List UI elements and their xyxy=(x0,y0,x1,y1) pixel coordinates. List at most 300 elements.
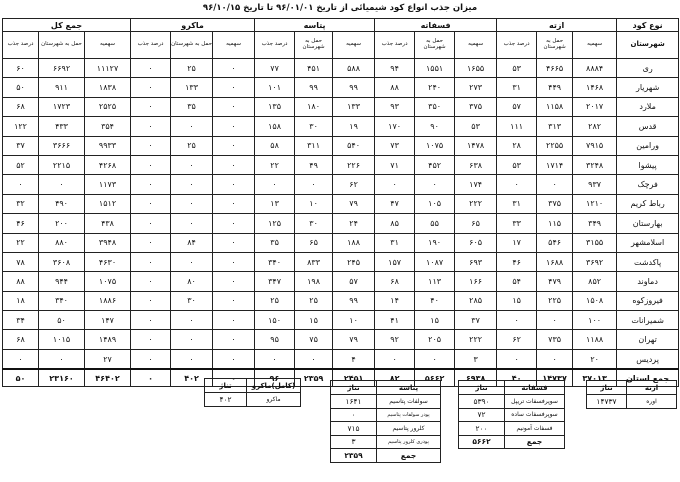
cell-value: ۵۳ xyxy=(497,59,537,78)
cell-value: ۱۸۰ xyxy=(295,97,333,116)
cell-value: ۳۰ xyxy=(295,214,333,233)
cell-value: ۹۳ xyxy=(375,97,415,116)
cell-value: ۱۰۷۵ xyxy=(85,272,131,291)
cell-value: ۰ xyxy=(213,78,255,97)
cell-value: ۶۲ xyxy=(497,330,537,349)
cell-value: ۱۰۱۵ xyxy=(39,330,85,349)
cell-value: ۲۲۲ xyxy=(455,194,497,213)
cell-value: ۸۴ xyxy=(171,233,213,252)
cell-value: ۱۸ xyxy=(3,291,39,310)
cell-value: ۰ xyxy=(131,59,171,78)
total-value: ۲۳۱۶۰ xyxy=(39,369,85,387)
cell-value: ۲۵ xyxy=(295,291,333,310)
cell-value: ۰ xyxy=(537,311,573,330)
cell-value: ۱۷۴ xyxy=(455,175,497,194)
cell-value: ۳۶۶۶ xyxy=(39,136,85,155)
cell-value: ۰ xyxy=(131,78,171,97)
cell-value: ۱۴۸۹ xyxy=(85,330,131,349)
cell-value: ۱۷ xyxy=(497,233,537,252)
total-value: ۹۶ xyxy=(255,369,295,387)
cell-value: ۰ xyxy=(131,272,171,291)
cell-value: ۱۷۲۳ xyxy=(39,97,85,116)
cell-value: ۰ xyxy=(497,311,537,330)
cell-value: ۵۵ xyxy=(415,214,455,233)
cell-value: ۴۹ xyxy=(295,155,333,174)
table-row xyxy=(3,97,679,116)
cell-value: ۶۵ xyxy=(455,214,497,233)
cell-value: ۰ xyxy=(131,214,171,233)
cell-value: ۹۹۳۳ xyxy=(85,136,131,155)
sub-header: سهمیه xyxy=(573,32,617,59)
cell-value: ۰ xyxy=(3,175,39,194)
cell-value: ۷۹ xyxy=(333,194,375,213)
total-value: ۴۰۲ xyxy=(171,369,213,387)
cell-value: ۱۵۸ xyxy=(255,117,295,136)
cell-value: ۱۳۳ xyxy=(171,78,213,97)
cell-value: ۱۵۰ xyxy=(255,311,295,330)
cell-value: ۰ xyxy=(3,349,39,369)
cell-value: ۳۹۴۸ xyxy=(85,233,131,252)
table-row xyxy=(3,194,679,213)
fertilizer-table xyxy=(2,18,679,387)
cell-value: ۷۸ xyxy=(3,252,39,271)
summary-value: ۴۰۲ xyxy=(205,393,247,407)
cell-value: ۱۱۸۸ xyxy=(573,330,617,349)
cell-value: ۶۰۵ xyxy=(455,233,497,252)
cell-value: ۳۵۴ xyxy=(85,117,131,136)
cell-value: ۲۴۵ xyxy=(333,252,375,271)
cell-value: ۰ xyxy=(39,175,85,194)
cell-value: ۴۷۹ xyxy=(537,272,573,291)
cell-value: ۰ xyxy=(497,175,537,194)
cell-value: ۵۰ xyxy=(3,78,39,97)
cell-value: ۱۷۰ xyxy=(375,117,415,136)
cell-value: ۰ xyxy=(213,349,255,369)
total-label: جمع استان xyxy=(617,369,679,387)
cell-value: ۳۱ xyxy=(375,233,415,252)
cell-value: ۰ xyxy=(213,252,255,271)
cell-value: ۵۷ xyxy=(333,272,375,291)
sub-header: درصد جذب xyxy=(131,32,171,59)
cell-value: ۰ xyxy=(213,233,255,252)
cell-value: ۰ xyxy=(213,272,255,291)
potash-summary xyxy=(330,380,441,463)
cell-value: ۷۳ xyxy=(375,136,415,155)
cell-value: ۳۱ xyxy=(497,194,537,213)
total-value: ۴۰ xyxy=(497,369,537,387)
total-value: ۸۲ xyxy=(375,369,415,387)
group-header: جمع کل xyxy=(3,19,131,32)
cell-value: ۰ xyxy=(171,194,213,213)
sub-header: حمل به شهرستان xyxy=(295,32,333,59)
cell-value: ۲۵ xyxy=(171,136,213,155)
sub-header: حمل به شهرستان xyxy=(415,32,455,59)
cell-value: ۰ xyxy=(213,136,255,155)
sub-header: حمل به شهرستان xyxy=(39,32,85,59)
table-row xyxy=(3,59,679,78)
cell-value: ۷۵ xyxy=(295,330,333,349)
cell-value: ۰ xyxy=(171,117,213,136)
table-row xyxy=(3,233,679,252)
cell-value: ۳۴۷ xyxy=(255,272,295,291)
sub-header: درصد جذب xyxy=(375,32,415,59)
cell-value: ۱۰۰ xyxy=(573,311,617,330)
table-row xyxy=(3,155,679,174)
phosphate-summary xyxy=(458,380,565,449)
cell-value: ۰ xyxy=(213,311,255,330)
cell-value: ۰ xyxy=(213,214,255,233)
summary-label: کلرور پتاسیم xyxy=(377,422,441,436)
cell-value: ۰ xyxy=(255,349,295,369)
county-name: پردیس xyxy=(617,349,679,369)
cell-value: ۳۷ xyxy=(3,136,39,155)
cell-value: ۰ xyxy=(375,175,415,194)
cell-value: ۸۳۳ xyxy=(295,252,333,271)
summary-value: ۰ xyxy=(331,408,377,422)
cell-value: ۳۴۹ xyxy=(573,214,617,233)
cell-value: ۱۶۵۵ xyxy=(455,59,497,78)
cell-value: ۴۶۶۵ xyxy=(537,59,573,78)
cell-value: ۳۴۰ xyxy=(255,252,295,271)
cell-value: ۱۱۳ xyxy=(415,272,455,291)
cell-value: ۳۱۱ xyxy=(295,136,333,155)
summary-value: ۱۶۴۱ xyxy=(331,395,377,409)
summary-label: سوپرفسفات ساده xyxy=(505,408,565,422)
cell-value: ۴۴۹ xyxy=(537,78,573,97)
cell-value: ۲۵۲۵ xyxy=(85,97,131,116)
table-row xyxy=(3,78,679,97)
cell-value: ۱۵۱۲ xyxy=(85,194,131,213)
cell-value: ۱۷۱۴ xyxy=(537,155,573,174)
county-name: ملارد xyxy=(617,97,679,116)
cell-value: ۵۳ xyxy=(497,155,537,174)
cell-value: ۸۰ xyxy=(171,272,213,291)
cell-value: ۵۸۸ xyxy=(333,59,375,78)
cell-value: ۴۱ xyxy=(375,311,415,330)
cell-value: ۵۳ xyxy=(455,117,497,136)
phosphate-tonnage-header: تناژ xyxy=(459,381,505,395)
macro-type-header: (کامل)ماکرو xyxy=(247,379,301,393)
cell-value: ۰ xyxy=(537,175,573,194)
sub-header: سهمیه xyxy=(455,32,497,59)
macro-summary xyxy=(204,378,301,407)
cell-value: ۰ xyxy=(171,252,213,271)
cell-value: ۳۲ xyxy=(3,194,39,213)
total-value: ۰ xyxy=(131,369,171,387)
cell-value: ۲۷۳ xyxy=(455,78,497,97)
cell-value: ۳۰ xyxy=(295,117,333,136)
cell-value: ۹۳۷ xyxy=(573,175,617,194)
cell-value: ۲۰۰ xyxy=(39,214,85,233)
county-name: فرچک xyxy=(617,175,679,194)
cell-value: ۰ xyxy=(171,175,213,194)
cell-value: ۶۲ xyxy=(333,175,375,194)
cell-value: ۱۸۸ xyxy=(333,233,375,252)
phosphate-type-header: فسفاته xyxy=(505,381,565,395)
table-row xyxy=(3,214,679,233)
cell-value: ۰ xyxy=(213,291,255,310)
cell-value: ۸۸۸۴ xyxy=(573,59,617,78)
cell-value: ۰ xyxy=(375,349,415,369)
cell-value: ۰ xyxy=(255,175,295,194)
cell-value: ۲۲۲ xyxy=(455,330,497,349)
cell-value: ۱۱۱۲۷ xyxy=(85,59,131,78)
cell-value: ۲۸۵ xyxy=(455,291,497,310)
county-header: شهرستان xyxy=(617,32,679,59)
group-header: ماکرو xyxy=(131,19,255,32)
cell-value: ۲۵ xyxy=(255,291,295,310)
summary-value: ۳ xyxy=(331,435,377,449)
sub-header: سهمیه xyxy=(85,32,131,59)
cell-value: ۱۳ xyxy=(255,194,295,213)
cell-value: ۲۲ xyxy=(255,155,295,174)
summary-label: جمع xyxy=(505,435,565,449)
cell-value: ۰ xyxy=(131,194,171,213)
cell-value: ۲۲۶ xyxy=(333,155,375,174)
cell-value: ۱۹۸ xyxy=(295,272,333,291)
cell-value: ۲۲۵۵ xyxy=(537,136,573,155)
group-header: فسفاته xyxy=(375,19,497,32)
cell-value: ۶۸ xyxy=(3,330,39,349)
cell-value: ۴ xyxy=(333,349,375,369)
cell-value: ۲۲ xyxy=(3,233,39,252)
cell-value: ۷۷ xyxy=(255,59,295,78)
cell-value: ۷۳۵ xyxy=(537,330,573,349)
county-name: اسلامشهر xyxy=(617,233,679,252)
cell-value: ۶۸ xyxy=(375,272,415,291)
cell-value: ۰ xyxy=(295,175,333,194)
total-value: ۰ xyxy=(213,369,255,387)
cell-value: ۰ xyxy=(131,311,171,330)
cell-value: ۰ xyxy=(131,349,171,369)
total-value: ۳۷۰۱۳ xyxy=(573,369,617,387)
table-row xyxy=(3,330,679,349)
cell-value: ۱۵۵۱ xyxy=(415,59,455,78)
cell-value: ۹۱۱ xyxy=(39,78,85,97)
cell-value: ۶۵ xyxy=(295,233,333,252)
cell-value: ۱۵ xyxy=(497,291,537,310)
sub-header: حمل به شهرستان xyxy=(537,32,573,59)
cell-value: ۱۱۵ xyxy=(537,214,573,233)
total-value: ۴۶۴۰۲ xyxy=(85,369,131,387)
cell-value: ۳۷ xyxy=(455,311,497,330)
cell-value: ۱۴۷ xyxy=(85,311,131,330)
summary-label: اوره xyxy=(627,395,677,409)
summary-label: جمع xyxy=(377,449,441,463)
potash-tonnage-header: تناژ xyxy=(331,381,377,395)
county-name: پاکدشت xyxy=(617,252,679,271)
county-name: شمیرانات xyxy=(617,311,679,330)
sub-header: حمل به شهرستان xyxy=(171,32,213,59)
cell-value: ۸۸ xyxy=(375,78,415,97)
sub-header: درصد جذب xyxy=(3,32,39,59)
cell-value: ۵۷ xyxy=(497,97,537,116)
cell-value: ۰ xyxy=(213,194,255,213)
cell-value: ۳۰ xyxy=(171,291,213,310)
cell-value: ۱۱۷۳ xyxy=(85,175,131,194)
cell-value: ۷۹ xyxy=(333,330,375,349)
county-name: رباط کریم xyxy=(617,194,679,213)
cell-value: ۱۰۷۵ xyxy=(415,136,455,155)
cell-value: ۴۷ xyxy=(375,194,415,213)
cell-value: ۹۹ xyxy=(295,78,333,97)
cell-value: ۳۱۳ xyxy=(537,117,573,136)
county-name: فیروزکوه xyxy=(617,291,679,310)
cell-value: ۴۳۸ xyxy=(85,214,131,233)
cell-value: ۰ xyxy=(213,97,255,116)
cell-value: ۳۵ xyxy=(171,97,213,116)
total-value: ۵۰ xyxy=(3,369,39,387)
cell-value: ۲۰۵ xyxy=(415,330,455,349)
cell-value: ۱۲۵ xyxy=(255,214,295,233)
total-value: ۵۶۶۲ xyxy=(415,369,455,387)
cell-value: ۳۴ xyxy=(3,311,39,330)
cell-value: ۴۹۰ xyxy=(39,194,85,213)
cell-value: ۵۴۶ xyxy=(537,233,573,252)
cell-value: ۱۹ xyxy=(333,117,375,136)
cell-value: ۴۵۲ xyxy=(415,155,455,174)
summary-value: ۷۲ xyxy=(459,408,505,422)
cell-value: ۰ xyxy=(131,136,171,155)
cell-value: ۰ xyxy=(131,175,171,194)
cell-value: ۳۱ xyxy=(497,78,537,97)
cell-value: ۳۶۹۲ xyxy=(573,252,617,271)
summary-value: ۵۳۹۰ xyxy=(459,395,505,409)
summary-value: ۲۰۰ xyxy=(459,422,505,436)
cell-value: ۱۰۸۷ xyxy=(415,252,455,271)
cell-value: ۳۵ xyxy=(255,233,295,252)
cell-value: ۸۵۲ xyxy=(573,272,617,291)
cell-value: ۱۰ xyxy=(333,311,375,330)
table-row xyxy=(3,252,679,271)
cell-value: ۱۱۱ xyxy=(497,117,537,136)
cell-value: ۱۵۰۸ xyxy=(573,291,617,310)
cell-value: ۲۷ xyxy=(85,349,131,369)
county-name: بهارستان xyxy=(617,214,679,233)
cell-value: ۳ xyxy=(455,349,497,369)
cell-value: ۰ xyxy=(497,349,537,369)
cell-value: ۱۸۸۶ xyxy=(85,291,131,310)
table-row xyxy=(3,272,679,291)
cell-value: ۴۵۱ xyxy=(295,59,333,78)
total-value: ۱۴۷۳۷ xyxy=(537,369,573,387)
cell-value: ۲۸۲ xyxy=(573,117,617,136)
cell-value: ۱۹۰ xyxy=(415,233,455,252)
cell-value: ۴۶۳۰ xyxy=(85,252,131,271)
cell-value: ۷۱ xyxy=(375,155,415,174)
county-name: ری xyxy=(617,59,679,78)
table-row xyxy=(3,136,679,155)
cell-value: ۲۲۱۵ xyxy=(39,155,85,174)
cell-value: ۱۴۶۸ xyxy=(573,78,617,97)
summary-value: ۵۶۶۲ xyxy=(459,435,505,449)
cell-value: ۱۰ xyxy=(295,194,333,213)
table-row xyxy=(3,117,679,136)
cell-value: ۰ xyxy=(415,175,455,194)
cell-value: ۰ xyxy=(171,155,213,174)
cell-value: ۲۴ xyxy=(333,214,375,233)
cell-value: ۱۳۳ xyxy=(333,97,375,116)
summary-label: ماکرو xyxy=(247,393,301,407)
cell-value: ۳۴۰ xyxy=(39,291,85,310)
group-header: پتاسه xyxy=(255,19,375,32)
cell-value: ۱۸۳۸ xyxy=(85,78,131,97)
cell-value: ۱۴۷۸ xyxy=(455,136,497,155)
cell-value: ۰ xyxy=(213,117,255,136)
summary-label: پودر سولفات پتاسیم xyxy=(377,408,441,422)
table-row xyxy=(3,311,679,330)
county-name: دماوند xyxy=(617,272,679,291)
cell-value: ۶۹۳ xyxy=(455,252,497,271)
cell-value: ۵۰ xyxy=(39,311,85,330)
county-name: قدس xyxy=(617,117,679,136)
cell-value: ۵۸ xyxy=(255,136,295,155)
cell-value: ۲۰ xyxy=(573,349,617,369)
cell-value: ۱۳۵ xyxy=(255,97,295,116)
cell-value: ۰ xyxy=(295,349,333,369)
cell-value: ۸۵ xyxy=(375,214,415,233)
cell-value: ۰ xyxy=(213,155,255,174)
cell-value: ۳۷۵ xyxy=(455,97,497,116)
cell-value: ۲۲۵ xyxy=(537,291,573,310)
total-value: ۶۹۳۸ xyxy=(455,369,497,387)
summary-label: سوپرفسفات تریپل xyxy=(505,395,565,409)
cell-value: ۴۶ xyxy=(497,252,537,271)
cell-value: ۰ xyxy=(171,214,213,233)
table-row xyxy=(3,349,679,369)
cell-value: ۳۷۵ xyxy=(537,194,573,213)
cell-value: ۲۸ xyxy=(497,136,537,155)
cell-value: ۳۵۰ xyxy=(415,97,455,116)
cell-value: ۱۵ xyxy=(295,311,333,330)
cell-value: ۰ xyxy=(171,349,213,369)
cell-value: ۰ xyxy=(213,175,255,194)
cell-value: ۰ xyxy=(131,233,171,252)
summary-value: ۱۴۷۳۷ xyxy=(587,395,627,409)
cell-value: ۲۵ xyxy=(171,59,213,78)
summary-label: فسفات آمونیم xyxy=(505,422,565,436)
table-row xyxy=(3,291,679,310)
cell-value: ۵۴ xyxy=(497,272,537,291)
cell-value: ۰ xyxy=(131,252,171,271)
cell-value: ۱۰۱ xyxy=(255,78,295,97)
cell-value: ۱۵۷ xyxy=(375,252,415,271)
sub-header: درصد جذب xyxy=(497,32,537,59)
cell-value: ۱۱۵۸ xyxy=(537,97,573,116)
cell-value: ۰ xyxy=(131,97,171,116)
cell-value: ۹۴ xyxy=(375,59,415,78)
macro-tonnage-header: تناژ xyxy=(205,379,247,393)
cell-value: ۱۶۸۸ xyxy=(537,252,573,271)
azote-tonnage-header: تناژ xyxy=(587,381,627,395)
cell-value: ۷۹۱۵ xyxy=(573,136,617,155)
cell-value: ۹۵ xyxy=(255,330,295,349)
county-name: ورامین xyxy=(617,136,679,155)
sub-header: سهمیه xyxy=(213,32,255,59)
cell-value: ۱۶۶ xyxy=(455,272,497,291)
cell-value: ۱۴ xyxy=(375,291,415,310)
cell-value: ۶۰ xyxy=(3,59,39,78)
cell-value: ۳۳ xyxy=(497,214,537,233)
total-value: ۲۴۵۱ xyxy=(333,369,375,387)
summary-value: ۲۳۵۹ xyxy=(331,449,377,463)
cell-value: ۰ xyxy=(131,117,171,136)
cell-value: ۴۲۶۸ xyxy=(85,155,131,174)
type-header: نوع کود xyxy=(617,19,679,32)
cell-value: ۹۰ xyxy=(415,117,455,136)
cell-value: ۶۶۹۲ xyxy=(39,59,85,78)
table-row xyxy=(3,175,679,194)
